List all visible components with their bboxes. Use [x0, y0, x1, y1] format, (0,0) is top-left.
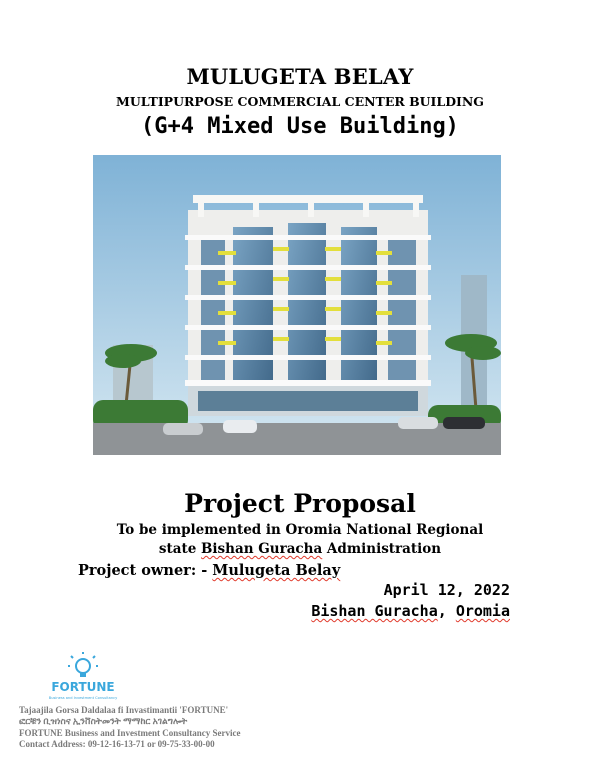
fortune-logo — [40, 652, 126, 702]
project-owner-line — [78, 562, 340, 579]
logo-wordmark: FORTUNE — [51, 680, 115, 694]
implementation-suffix: Administration — [322, 541, 442, 557]
footer-line-1: Tajaajila Gorsa Daldalaa fi Invastimantii 'FORTUNE' — [19, 705, 229, 715]
proposal-date: April 12, 2022 — [383, 581, 510, 599]
implementation-line-1: To be implemented in Oromia National Regional — [116, 522, 484, 538]
footer-line-2: ፎርቹን ቢዝነስና ኢንቨስትመንት ማማከር አገልግሎት — [19, 716, 188, 726]
footer-line-3: FORTUNE Business and Investment Consultancy Service — [19, 728, 241, 738]
place-region: Oromia — [455, 602, 510, 620]
project-owner-name: Mulugeta Belay — [212, 562, 341, 579]
place-town: Bishan Guracha — [311, 602, 438, 620]
logo-subtitle: Business and Investment Consultancy — [48, 696, 118, 700]
place-separator: , — [437, 602, 456, 620]
owner-name-heading: MULUGETA BELAY — [186, 64, 414, 89]
implementation-place: Bishan Guracha — [201, 541, 323, 557]
building-spec-heading: (G+4 Mixed Use Building) — [141, 114, 459, 139]
building-rendering-image — [93, 155, 501, 455]
proposal-place — [0, 602, 510, 620]
building-type-heading: MULTIPURPOSE COMMERCIAL CENTER BUILDING — [116, 94, 484, 109]
implementation-prefix: state — [158, 541, 202, 557]
document-title: Project Proposal — [184, 489, 416, 518]
footer-line-4: Contact Address: 09-12-16-13-71 or 09-75-33-00-00 — [19, 739, 215, 749]
project-owner-label: Project owner: - — [78, 562, 213, 579]
implementation-line-2 — [0, 541, 600, 557]
